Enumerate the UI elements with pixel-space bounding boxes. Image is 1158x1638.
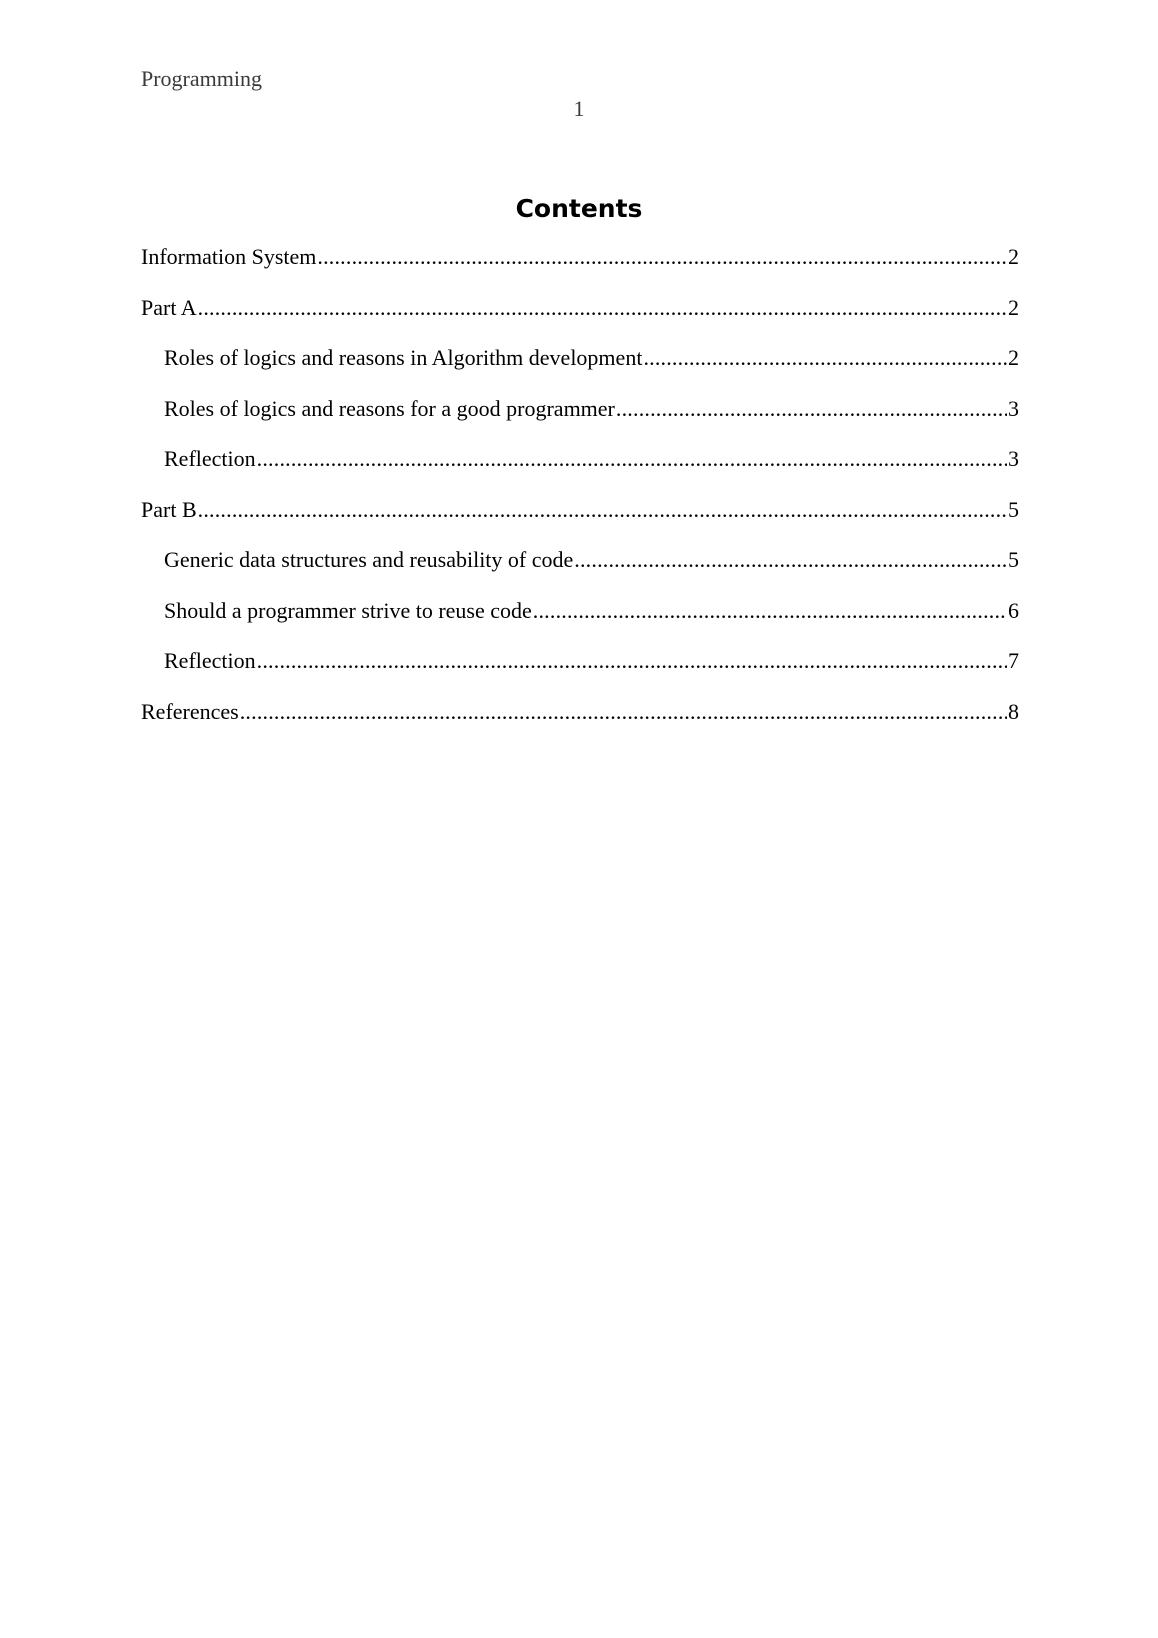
toc-entry-generic-data-structures[interactable] bbox=[141, 549, 1019, 600]
toc-entry-roles-algorithm-development[interactable] bbox=[141, 347, 1019, 398]
toc-entry-reflection-part-a[interactable] bbox=[141, 448, 1019, 499]
toc-entry-part-b[interactable] bbox=[141, 496, 1019, 550]
toc-entry-text: Roles of logics and reasons in Algorithm development bbox=[164, 345, 643, 370]
toc-entry-text: Reflection bbox=[164, 648, 256, 673]
dot-leader bbox=[257, 448, 1007, 470]
toc-entry-text: Generic data structures and reusability of code bbox=[164, 547, 574, 572]
toc-entry-references[interactable] bbox=[141, 698, 1019, 752]
toc-entry-roles-good-programmer[interactable] bbox=[141, 395, 1019, 449]
toc-entry-page: 2 bbox=[1008, 294, 1019, 320]
toc-entry-text: Information System bbox=[141, 244, 317, 269]
toc-entry-page: 6 bbox=[1008, 597, 1019, 623]
dot-leader bbox=[574, 549, 1007, 571]
toc-entry-text: Should a programmer strive to reuse code bbox=[164, 597, 532, 623]
toc-entry-text: References bbox=[141, 698, 239, 724]
toc-entry-page: 3 bbox=[1008, 395, 1019, 421]
toc-entry-page: 5 bbox=[1008, 496, 1019, 522]
running-header: Programming bbox=[141, 66, 262, 91]
toc-entry-page: 2 bbox=[1008, 345, 1019, 370]
toc-entry-reuse-code[interactable] bbox=[141, 597, 1019, 651]
dot-leader bbox=[643, 347, 1007, 369]
toc-entry-text: Part A bbox=[141, 294, 197, 320]
toc-entry-reflection-part-b[interactable] bbox=[141, 650, 1019, 701]
page-number: 1 bbox=[573, 96, 585, 121]
dot-leader bbox=[257, 650, 1007, 672]
dot-leader bbox=[198, 297, 1007, 319]
dot-leader bbox=[533, 600, 1007, 622]
toc-title: Contents bbox=[515, 194, 643, 223]
dot-leader bbox=[616, 398, 1007, 420]
table-of-contents bbox=[141, 246, 1019, 751]
dot-leader bbox=[240, 701, 1007, 723]
toc-entry-text: Roles of logics and reasons for a good programmer bbox=[164, 395, 615, 421]
dot-leader bbox=[198, 499, 1007, 521]
toc-entry-page: 8 bbox=[1008, 698, 1019, 724]
toc-entry-text: Part B bbox=[141, 496, 197, 522]
toc-entry-text: Reflection bbox=[164, 446, 256, 471]
toc-entry-information-system[interactable] bbox=[141, 246, 1019, 297]
toc-entry-page: 2 bbox=[1008, 244, 1019, 269]
toc-entry-page: 5 bbox=[1008, 547, 1019, 572]
toc-entry-page: 3 bbox=[1008, 446, 1019, 471]
dot-leader bbox=[317, 246, 1007, 268]
toc-entry-page: 7 bbox=[1008, 648, 1019, 673]
toc-entry-part-a[interactable] bbox=[141, 294, 1019, 348]
